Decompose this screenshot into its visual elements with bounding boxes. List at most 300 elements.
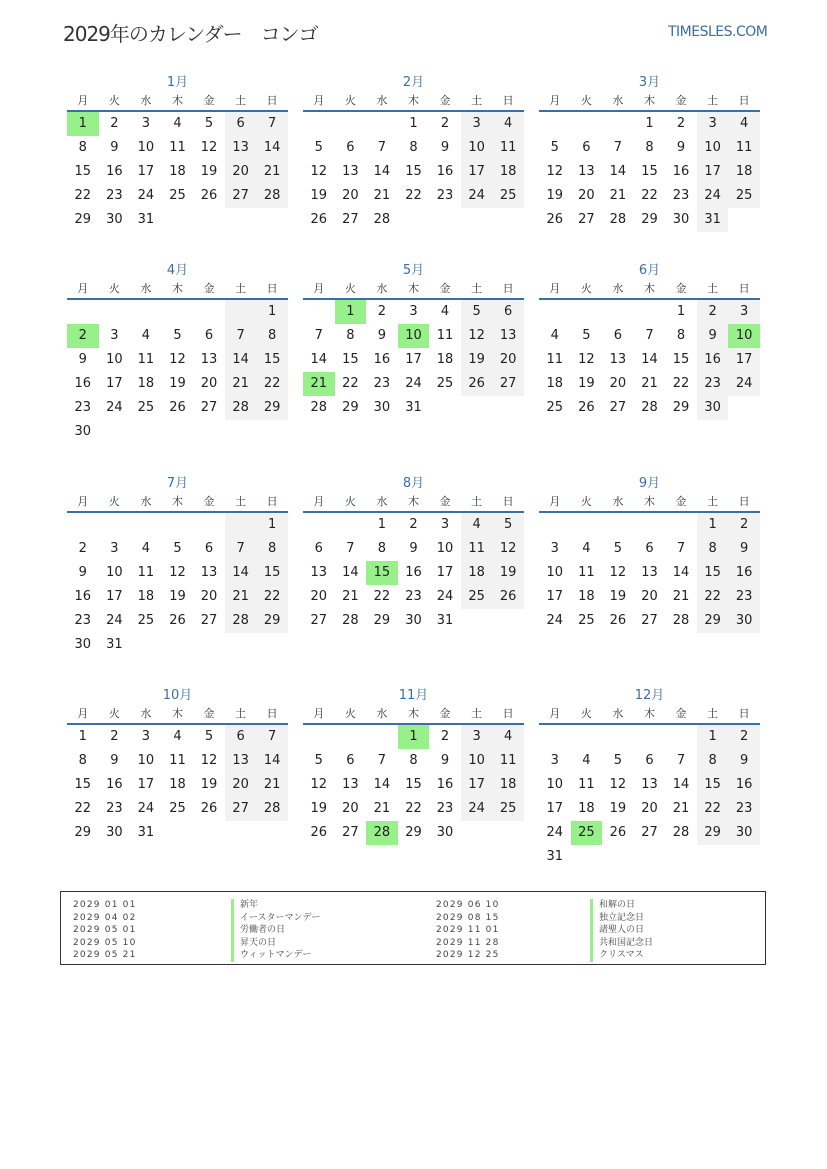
empty-cell (193, 513, 225, 537)
day-cell: 29 (697, 609, 729, 633)
day-cell: 8 (645, 140, 654, 155)
day-cell: 28 (225, 396, 257, 420)
day-cell: 3 (141, 116, 151, 131)
day-cell: 22 (697, 797, 729, 821)
day-cell: 21 (672, 801, 690, 816)
day-cell: 27 (492, 372, 524, 396)
weekday-label: 月 (313, 495, 325, 508)
empty-cell (571, 112, 603, 136)
day-cell: 17 (137, 164, 155, 179)
day-cell: 26 (492, 585, 524, 609)
day-grid (67, 112, 288, 232)
day-cell: 25 (137, 613, 155, 628)
day-cell: 19 (200, 164, 218, 179)
day-cell: 1 (676, 304, 686, 319)
day-cell: 8 (78, 140, 87, 155)
day-cell: 16 (697, 348, 729, 372)
month-name: 10月 (162, 688, 193, 703)
empty-cell (602, 300, 634, 324)
day-cell: 18 (137, 589, 155, 604)
day-cell: 12 (609, 565, 627, 580)
day-cell: 12 (546, 164, 564, 179)
holiday-name: 新年 (231, 899, 321, 912)
day-cell: 7 (377, 140, 387, 155)
day-cell: 11 (461, 537, 493, 561)
day-cell: 1 (256, 513, 288, 537)
holiday-date: 2029 04 02 (73, 912, 137, 923)
weekday-label: 金 (675, 707, 687, 720)
month-name: 12月 (634, 688, 665, 703)
weekday-label: 土 (235, 707, 247, 720)
day-cell: 11 (546, 352, 564, 367)
day-cell: 16 (74, 589, 92, 604)
day-cell: 25 (546, 400, 564, 415)
day-cell: 19 (609, 589, 627, 604)
weekday-label: 金 (439, 495, 451, 508)
day-cell: 27 (578, 212, 595, 227)
day-cell: 5 (613, 541, 623, 556)
day-cell: 25 (461, 585, 493, 609)
day-cell: 25 (169, 801, 186, 816)
day-cell: 24 (137, 188, 155, 203)
day-cell: 24 (436, 589, 454, 604)
day-cell: 13 (609, 352, 627, 367)
day-cell: 6 (204, 328, 214, 343)
day-cell: 21 (225, 372, 257, 396)
holiday-date: 2029 05 10 (73, 937, 137, 948)
day-cell: 2 (697, 300, 729, 324)
day-cell: 18 (436, 352, 454, 367)
day-cell: 13 (225, 136, 257, 160)
day-cell: 6 (645, 753, 654, 768)
day-cell: 4 (492, 725, 524, 749)
day-cell: 19 (492, 561, 524, 585)
day-cell: 20 (492, 348, 524, 372)
weekday-label: 水 (140, 282, 152, 295)
weekday-label: 水 (376, 495, 388, 508)
weekday-label: 日 (502, 707, 514, 720)
day-cell: 17 (546, 589, 564, 604)
day-cell: 30 (436, 825, 454, 840)
day-cell: 11 (492, 749, 524, 773)
weekday-label: 火 (344, 282, 356, 295)
day-cell: 27 (225, 797, 257, 821)
day-cell: 16 (106, 164, 123, 179)
day-cell: 7 (676, 753, 686, 768)
day-cell: 5 (204, 729, 214, 744)
page-title: 2029年のカレンダー コンゴ (63, 22, 318, 46)
day-cell: 8 (409, 753, 418, 768)
empty-cell (193, 300, 225, 324)
holiday-day-cell: 10 (728, 324, 760, 348)
day-cell: 5 (173, 328, 182, 343)
day-cell: 2 (110, 116, 119, 131)
weekday-label: 日 (266, 495, 278, 508)
day-cell: 9 (440, 140, 450, 155)
day-cell: 26 (609, 825, 627, 840)
day-cell: 28 (256, 184, 288, 208)
day-cell: 16 (106, 777, 123, 792)
weekday-label: 火 (580, 282, 592, 295)
day-cell: 24 (546, 613, 564, 628)
day-grid (303, 513, 524, 633)
day-cell: 18 (578, 801, 595, 816)
day-cell: 5 (582, 328, 591, 343)
day-cell: 1 (409, 116, 418, 131)
holiday-day-cell: 1 (67, 112, 99, 136)
day-grid (539, 725, 760, 869)
weekday-label: 金 (203, 282, 215, 295)
weekday-label: 月 (549, 94, 561, 107)
weekday-label: 日 (266, 707, 278, 720)
day-cell: 2 (676, 116, 686, 131)
day-cell: 24 (106, 400, 123, 415)
weekday-label: 月 (313, 94, 325, 107)
day-cell: 29 (342, 400, 359, 415)
weekday-label: 日 (738, 707, 750, 720)
day-cell: 19 (546, 188, 564, 203)
empty-cell (162, 300, 194, 324)
weekday-label: 日 (266, 94, 278, 107)
day-cell: 31 (405, 400, 422, 415)
day-cell: 2 (728, 725, 760, 749)
day-cell: 6 (613, 328, 623, 343)
empty-cell (99, 300, 131, 324)
day-cell: 2 (440, 116, 450, 131)
day-cell: 25 (169, 188, 186, 203)
day-cell: 7 (676, 541, 686, 556)
weekday-label: 日 (502, 282, 514, 295)
day-cell: 31 (106, 637, 123, 652)
weekday-label: 日 (738, 282, 750, 295)
day-cell: 11 (578, 777, 595, 792)
day-cell: 3 (110, 328, 119, 343)
weekday-label: 金 (203, 707, 215, 720)
day-cell: 7 (225, 324, 257, 348)
weekday-label: 木 (171, 707, 183, 720)
day-cell: 22 (256, 585, 288, 609)
day-cell: 31 (697, 208, 729, 232)
day-cell: 26 (200, 188, 218, 203)
day-cell: 18 (169, 164, 186, 179)
day-grid (539, 513, 760, 633)
weekday-label: 火 (344, 495, 356, 508)
day-cell: 16 (373, 352, 391, 367)
day-cell: 16 (672, 164, 690, 179)
weekday-header (67, 281, 288, 297)
weekday-label: 月 (549, 707, 561, 720)
day-cell: 2 (728, 513, 760, 537)
weekday-label: 水 (376, 94, 388, 107)
day-cell: 20 (225, 773, 257, 797)
weekday-label: 木 (643, 282, 655, 295)
empty-cell (303, 725, 335, 749)
weekday-header (303, 93, 524, 109)
day-cell: 20 (225, 160, 257, 184)
month-name: 1月 (166, 75, 189, 90)
weekday-label: 水 (376, 282, 388, 295)
day-cell: 18 (461, 561, 493, 585)
day-cell: 13 (641, 777, 658, 792)
day-cell: 24 (697, 184, 729, 208)
day-cell: 9 (440, 753, 450, 768)
day-cell: 9 (78, 565, 87, 580)
day-cell: 10 (106, 352, 123, 367)
weekday-label: 月 (77, 707, 89, 720)
weekday-label: 月 (77, 495, 89, 508)
day-cell: 23 (74, 400, 92, 415)
day-cell: 29 (256, 609, 288, 633)
month-name: 9月 (638, 476, 661, 491)
day-cell: 28 (225, 609, 257, 633)
day-cell: 16 (436, 777, 454, 792)
day-cell: 3 (550, 541, 559, 556)
month-name: 5月 (402, 263, 425, 278)
day-cell: 19 (169, 589, 186, 604)
holiday-date: 2029 05 21 (73, 950, 137, 960)
month-name: 11月 (398, 688, 429, 703)
day-cell: 11 (492, 136, 524, 160)
day-cell: 22 (405, 801, 422, 816)
day-cell: 6 (314, 541, 323, 556)
day-cell: 24 (461, 184, 493, 208)
weekday-label: 木 (407, 707, 419, 720)
legend-names-left (231, 899, 321, 962)
day-cell: 5 (173, 541, 182, 556)
day-cell: 5 (461, 300, 493, 324)
day-cell: 27 (342, 825, 359, 840)
weekday-label: 土 (707, 282, 719, 295)
day-cell: 27 (200, 613, 218, 628)
empty-cell (225, 300, 257, 324)
weekday-label: 土 (235, 282, 247, 295)
empty-cell (99, 513, 131, 537)
day-cell: 22 (74, 801, 92, 816)
empty-cell (539, 300, 571, 324)
empty-cell (67, 513, 99, 537)
day-cell: 30 (373, 400, 391, 415)
day-cell: 19 (578, 376, 595, 391)
day-cell: 2 (377, 304, 387, 319)
month-name: 2月 (402, 75, 425, 90)
weekday-label: 水 (612, 707, 624, 720)
empty-cell (162, 513, 194, 537)
empty-cell (335, 112, 367, 136)
day-cell: 20 (609, 376, 627, 391)
day-cell: 4 (492, 112, 524, 136)
day-cell: 12 (578, 352, 595, 367)
day-cell: 26 (169, 613, 186, 628)
day-cell: 23 (106, 188, 123, 203)
empty-cell (634, 725, 666, 749)
day-cell: 29 (74, 212, 92, 227)
day-cell: 21 (641, 376, 658, 391)
day-cell: 20 (578, 188, 595, 203)
day-cell: 23 (436, 801, 454, 816)
day-cell: 2 (440, 729, 450, 744)
day-cell: 18 (728, 160, 760, 184)
day-cell: 20 (200, 589, 218, 604)
holiday-day-cell: 10 (398, 324, 430, 348)
day-cell: 5 (314, 140, 323, 155)
day-cell: 10 (137, 140, 155, 155)
day-cell: 30 (405, 613, 422, 628)
weekday-label: 木 (407, 282, 419, 295)
day-cell: 24 (728, 372, 760, 396)
empty-cell (539, 725, 571, 749)
weekday-label: 火 (344, 707, 356, 720)
weekday-label: 月 (549, 495, 561, 508)
month-name: 3月 (638, 75, 661, 90)
holiday-name: 独立記念日 (590, 912, 653, 925)
weekday-label: 金 (203, 495, 215, 508)
day-cell: 2 (409, 517, 418, 532)
day-cell: 27 (342, 212, 359, 227)
day-cell: 15 (405, 777, 422, 792)
day-cell: 19 (609, 801, 627, 816)
weekday-label: 金 (439, 282, 451, 295)
weekday-label: 土 (471, 282, 483, 295)
day-cell: 7 (256, 725, 288, 749)
day-grid (539, 300, 760, 420)
day-grid (67, 513, 288, 657)
day-cell: 27 (225, 184, 257, 208)
day-cell: 8 (409, 140, 418, 155)
empty-cell (571, 300, 603, 324)
weekday-label: 月 (549, 282, 561, 295)
day-cell: 26 (310, 825, 328, 840)
empty-cell (665, 513, 697, 537)
day-cell: 7 (613, 140, 623, 155)
day-cell: 6 (225, 112, 257, 136)
weekday-label: 金 (203, 94, 215, 107)
day-cell: 6 (346, 753, 355, 768)
day-cell: 25 (436, 376, 454, 391)
weekday-label: 火 (344, 94, 356, 107)
empty-cell (602, 725, 634, 749)
empty-cell (335, 513, 367, 537)
day-cell: 29 (641, 212, 658, 227)
holiday-date: 2029 08 15 (436, 912, 500, 923)
day-cell: 9 (110, 140, 119, 155)
day-cell: 26 (200, 801, 218, 816)
day-cell: 17 (697, 160, 729, 184)
empty-cell (571, 513, 603, 537)
weekday-label: 火 (108, 94, 120, 107)
day-cell: 15 (697, 561, 729, 585)
weekday-label: 水 (376, 707, 388, 720)
day-cell: 4 (582, 541, 591, 556)
day-cell: 17 (106, 589, 123, 604)
day-cell: 17 (461, 160, 493, 184)
day-cell: 28 (672, 825, 690, 840)
day-cell: 28 (256, 797, 288, 821)
weekday-label: 水 (612, 282, 624, 295)
weekday-label: 木 (643, 495, 655, 508)
day-cell: 25 (578, 613, 595, 628)
day-cell: 20 (342, 801, 359, 816)
day-cell: 7 (225, 537, 257, 561)
day-cell: 24 (106, 613, 123, 628)
holiday-name: 諸聖人の日 (590, 924, 653, 937)
day-grid (303, 300, 524, 420)
day-cell: 14 (373, 164, 391, 179)
weekday-header (67, 93, 288, 109)
holiday-day-cell: 21 (303, 372, 335, 396)
day-cell: 22 (256, 372, 288, 396)
day-cell: 28 (609, 212, 627, 227)
day-cell: 22 (74, 188, 92, 203)
day-cell: 10 (546, 565, 564, 580)
day-cell: 17 (137, 777, 155, 792)
day-cell: 3 (440, 517, 450, 532)
day-cell: 25 (728, 184, 760, 208)
day-cell: 3 (697, 112, 729, 136)
day-cell: 14 (342, 565, 359, 580)
day-cell: 15 (342, 352, 359, 367)
holiday-day-cell: 28 (366, 821, 398, 845)
weekday-header (303, 706, 524, 722)
weekday-label: 金 (675, 94, 687, 107)
day-cell: 17 (405, 352, 422, 367)
day-cell: 26 (546, 212, 564, 227)
day-cell: 6 (346, 140, 355, 155)
day-cell: 4 (440, 304, 450, 319)
day-cell: 1 (78, 729, 87, 744)
day-cell: 20 (200, 376, 218, 391)
day-cell: 12 (461, 324, 493, 348)
day-cell: 3 (110, 541, 119, 556)
day-cell: 5 (613, 753, 623, 768)
day-cell: 1 (697, 725, 729, 749)
day-cell: 31 (546, 849, 564, 864)
weekday-label: 水 (612, 495, 624, 508)
day-cell: 6 (492, 300, 524, 324)
day-cell: 17 (728, 348, 760, 372)
day-cell: 3 (728, 300, 760, 324)
day-grid (303, 112, 524, 232)
day-cell: 8 (676, 328, 686, 343)
day-cell: 12 (492, 537, 524, 561)
brand-link[interactable]: TIMESLES.COM (668, 24, 768, 40)
weekday-label: 日 (502, 495, 514, 508)
day-cell: 3 (461, 112, 493, 136)
day-cell: 12 (609, 777, 627, 792)
weekday-label: 水 (140, 707, 152, 720)
weekday-label: 水 (612, 94, 624, 107)
day-cell: 21 (609, 188, 627, 203)
holiday-day-cell: 2 (67, 324, 99, 348)
empty-cell (634, 300, 666, 324)
day-cell: 22 (672, 376, 690, 391)
day-cell: 17 (461, 773, 493, 797)
day-cell: 1 (645, 116, 654, 131)
holiday-day-cell: 1 (335, 300, 367, 324)
weekday-label: 日 (738, 495, 750, 508)
holiday-name: ウィットマンデー (231, 949, 321, 962)
day-cell: 18 (137, 376, 155, 391)
day-cell: 15 (405, 164, 422, 179)
day-cell: 26 (310, 212, 328, 227)
day-cell: 8 (78, 753, 87, 768)
day-cell: 10 (461, 749, 493, 773)
day-cell: 20 (342, 188, 359, 203)
day-cell: 23 (728, 797, 760, 821)
day-cell: 24 (137, 801, 155, 816)
day-cell: 17 (436, 565, 454, 580)
weekday-label: 水 (140, 495, 152, 508)
day-cell: 28 (373, 212, 391, 227)
